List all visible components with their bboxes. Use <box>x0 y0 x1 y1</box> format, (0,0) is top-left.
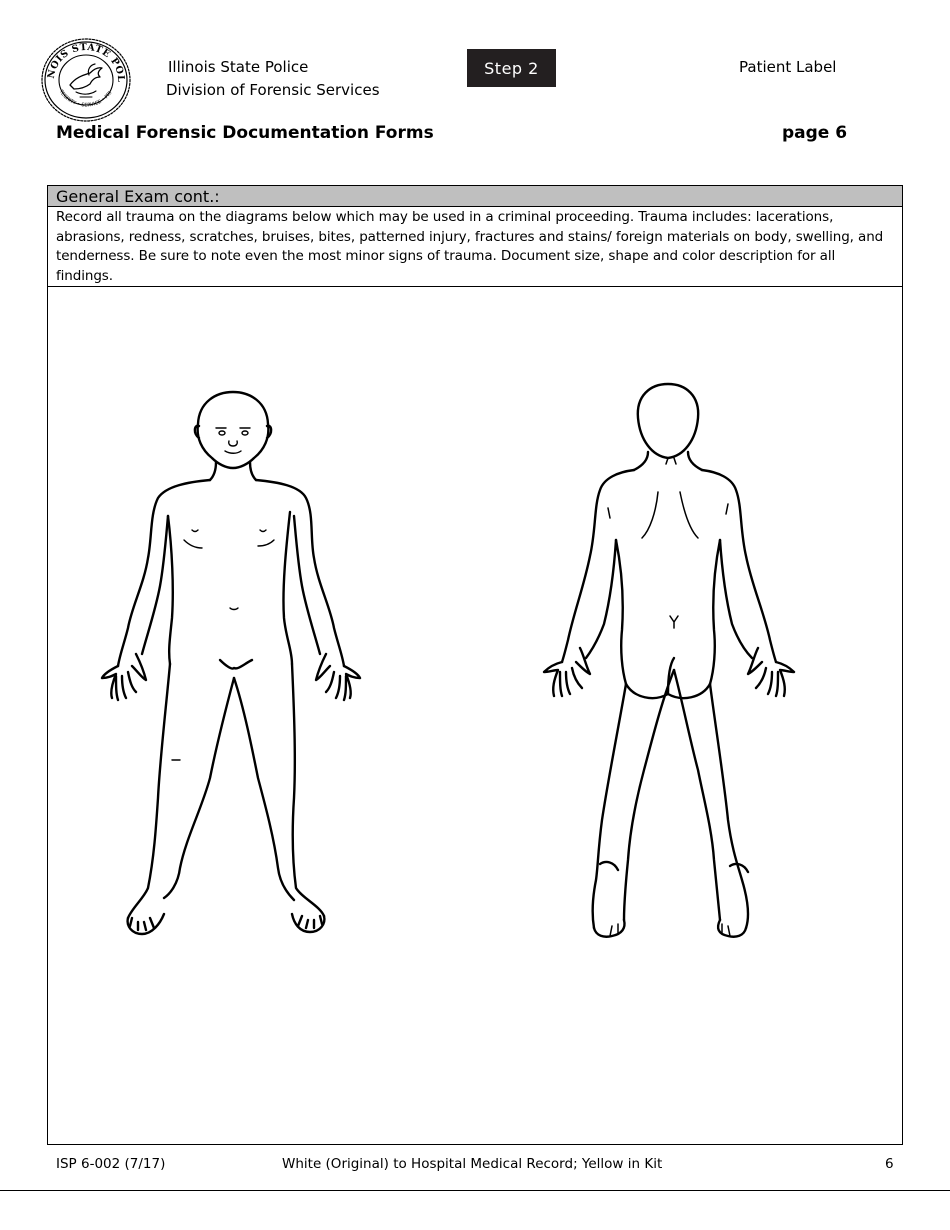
page-number: 6 <box>885 1156 894 1172</box>
footer-divider <box>0 1190 950 1191</box>
form-title: Medical Forensic Documentation Forms <box>56 123 434 143</box>
page-reference: page 6 <box>782 123 848 143</box>
body-front-view-icon <box>98 388 368 943</box>
svg-text:INTEGRITY • SERVICE • PRIDE: TEGRITY • SERVICE • PRI <box>57 89 114 109</box>
body-back-view-icon <box>538 380 816 943</box>
trauma-instructions: Record all trauma on the diagrams below which may be used in a criminal proceeding. Trauma includes: lacerations, abrasions, redness, scratches, bruises, bites, patterned injury, fractures and stains/ foreign materials on body, swelling, and tenderness. Be sure to note even the most minor signs of trauma. Document size, shape and color description for all findings. <box>48 207 902 287</box>
state-police-seal-icon <box>40 37 132 123</box>
section-header: General Exam cont.: <box>48 186 902 207</box>
patient-label: Patient Label <box>739 58 837 76</box>
step-badge: Step 2 <box>467 49 556 87</box>
svg-text:ILLINOIS STATE POLICE: NOIS STATE POL <box>45 41 127 83</box>
form-number: ISP 6-002 (7/17) <box>56 1156 166 1172</box>
distribution-note: White (Original) to Hospital Medical Record; Yellow in Kit <box>282 1156 663 1172</box>
division-name: Division of Forensic Services <box>166 81 380 99</box>
agency-name: Illinois State Police <box>168 58 309 76</box>
